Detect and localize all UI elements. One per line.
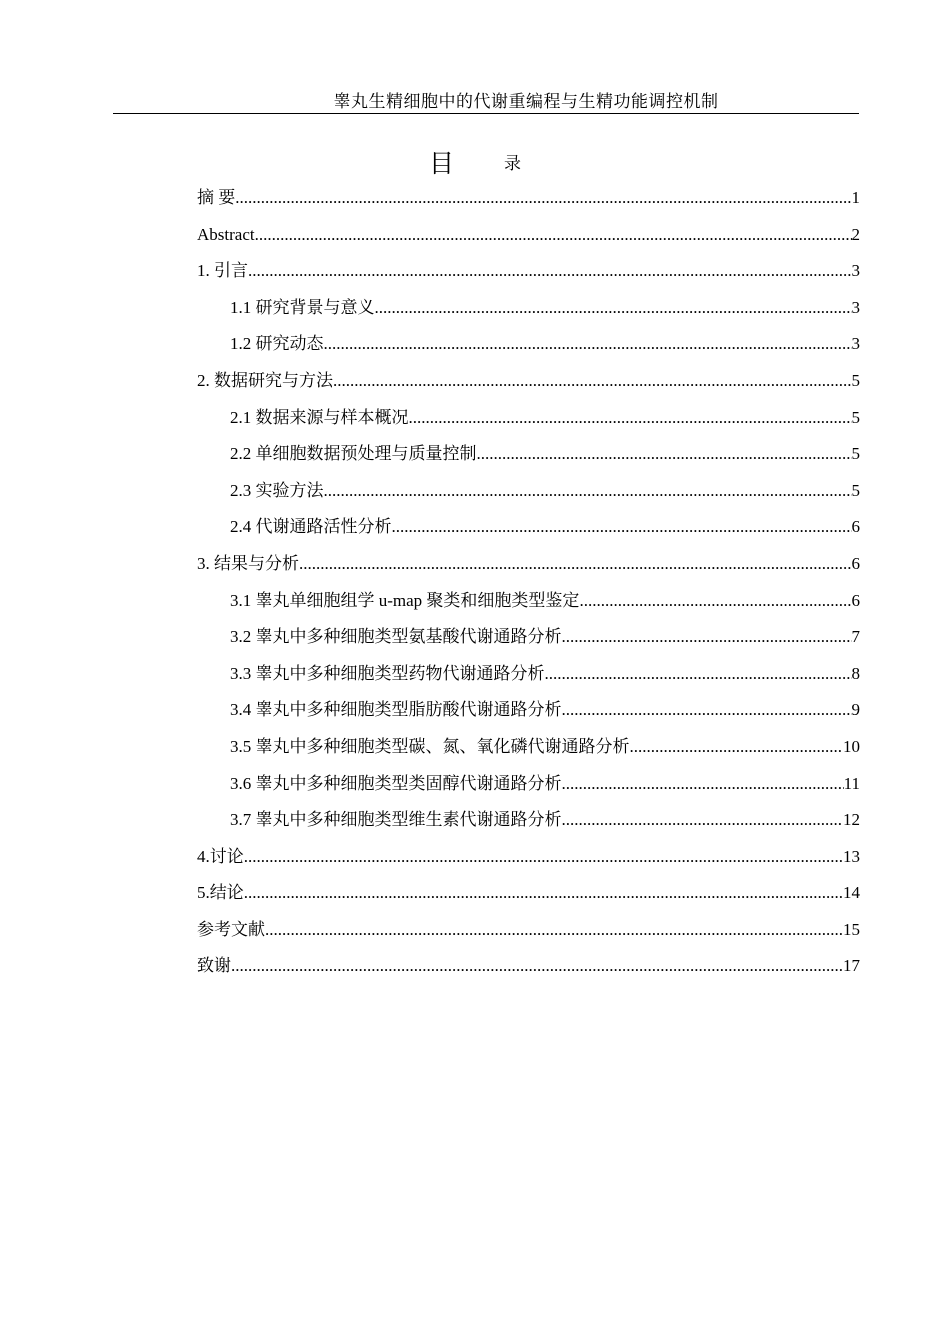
toc-entry-label: 3.7 睾丸中多种细胞类型维生素代谢通路分析 bbox=[230, 810, 562, 830]
toc-entry[interactable] bbox=[197, 588, 860, 625]
toc-dot-leader bbox=[324, 331, 852, 357]
toc-entry[interactable] bbox=[197, 478, 860, 515]
toc-entry-label: 2.2 单细胞数据预处理与质量控制 bbox=[230, 444, 477, 464]
toc-entry-label: 3.3 睾丸中多种细胞类型药物代谢通路分析 bbox=[230, 663, 545, 683]
toc-entry-label: 3.5 睾丸中多种细胞类型碳、氮、氧化磷代谢通路分析 bbox=[230, 736, 630, 756]
toc-title-char-1: 目 bbox=[428, 149, 454, 178]
toc-entry-label: 1. 引言 bbox=[197, 261, 248, 281]
toc-entry-label: 5.结论 bbox=[197, 883, 244, 903]
toc-entry-label: 致谢 bbox=[197, 956, 231, 976]
toc-entry-page-number: 3 bbox=[851, 334, 860, 354]
toc-entry-label: 2.4 代谢通路活性分析 bbox=[230, 517, 392, 537]
toc-entry-label: 3.6 睾丸中多种细胞类型类固醇代谢通路分析 bbox=[230, 773, 562, 793]
toc-entry-page-number: 8 bbox=[851, 663, 860, 683]
toc-entry-label: 3.1 睾丸单细胞组学 u-map 聚类和细胞类型鉴定 bbox=[230, 590, 580, 610]
toc-entry-page-number: 2 bbox=[851, 224, 860, 244]
toc-entry-page-number: 7 bbox=[851, 627, 860, 647]
toc-entry-label: 参考文献 bbox=[197, 919, 265, 939]
toc-entry[interactable] bbox=[197, 807, 860, 844]
toc-entry-label: 3. 结果与分析 bbox=[197, 553, 299, 573]
toc-title-char-2: 录 bbox=[504, 154, 521, 173]
toc-entry-page-number: 6 bbox=[851, 517, 860, 537]
toc-entry-label: 2. 数据研究与方法 bbox=[197, 370, 333, 390]
toc-dot-leader bbox=[265, 917, 843, 943]
toc-entry-label: 摘 要 bbox=[197, 188, 236, 207]
toc-list bbox=[197, 185, 860, 990]
toc-entry-page-number: 15 bbox=[843, 919, 860, 939]
toc-dot-leader bbox=[562, 624, 852, 650]
toc-dot-leader bbox=[562, 697, 852, 723]
toc-dot-leader bbox=[477, 441, 852, 467]
toc-entry[interactable] bbox=[197, 661, 860, 698]
toc-entry-page-number: 5 bbox=[851, 407, 860, 427]
toc-dot-leader bbox=[299, 551, 852, 577]
toc-entry[interactable] bbox=[197, 880, 860, 917]
toc-entry-page-number: 6 bbox=[851, 590, 860, 610]
toc-entry[interactable] bbox=[197, 917, 860, 954]
toc-dot-leader bbox=[392, 514, 852, 540]
toc-entry[interactable] bbox=[197, 624, 860, 661]
toc-entry-label: Abstract bbox=[197, 224, 255, 244]
toc-dot-leader bbox=[579, 588, 851, 614]
toc-entry[interactable] bbox=[197, 551, 860, 588]
toc-entry-page-number: 5 bbox=[851, 370, 860, 390]
toc-entry[interactable] bbox=[197, 222, 860, 259]
running-header bbox=[113, 91, 859, 114]
toc-entry[interactable] bbox=[197, 771, 860, 808]
toc-entry-label: 3.2 睾丸中多种细胞类型氨基酸代谢通路分析 bbox=[230, 627, 562, 647]
toc-entry-page-number: 6 bbox=[851, 553, 860, 573]
toc-entry-page-number: 12 bbox=[843, 810, 860, 830]
toc-entry-label: 2.3 实验方法 bbox=[230, 480, 324, 500]
toc-entry[interactable] bbox=[197, 295, 860, 332]
toc-entry[interactable] bbox=[197, 185, 860, 222]
toc-dot-leader bbox=[562, 807, 844, 833]
toc-entry-label: 2.1 数据来源与样本概况 bbox=[230, 407, 409, 427]
toc-dot-leader bbox=[630, 734, 844, 760]
toc-dot-leader bbox=[409, 405, 852, 431]
toc-entry[interactable] bbox=[197, 258, 860, 295]
toc-entry-page-number: 1 bbox=[851, 188, 860, 207]
toc-entry-page-number: 9 bbox=[851, 700, 860, 720]
toc-entry-page-number: 10 bbox=[843, 736, 860, 756]
toc-dot-leader bbox=[244, 844, 843, 870]
toc-dot-leader bbox=[375, 295, 852, 321]
toc-entry-page-number: 11 bbox=[843, 773, 860, 793]
toc-entry[interactable] bbox=[197, 405, 860, 442]
toc-dot-leader bbox=[231, 953, 843, 979]
toc-entry[interactable] bbox=[197, 734, 860, 771]
toc-dot-leader bbox=[562, 771, 844, 797]
toc-entry-page-number: 14 bbox=[843, 883, 860, 903]
toc-entry[interactable] bbox=[197, 953, 860, 990]
toc-entry[interactable] bbox=[197, 368, 860, 405]
toc-entry-page-number: 13 bbox=[843, 846, 860, 866]
toc-entry[interactable] bbox=[197, 441, 860, 478]
toc-entry-page-number: 3 bbox=[851, 261, 860, 281]
toc-entry-page-number: 3 bbox=[851, 297, 860, 317]
toc-dot-leader bbox=[255, 222, 852, 248]
running-header-title: 睾丸生精细胞中的代谢重编程与生精功能调控机制 bbox=[333, 92, 719, 111]
toc-entry[interactable] bbox=[197, 697, 860, 734]
toc-dot-leader bbox=[248, 258, 852, 284]
toc-entry-label: 1.2 研究动态 bbox=[230, 334, 324, 354]
toc-dot-leader bbox=[333, 368, 852, 394]
toc-entry[interactable] bbox=[197, 514, 860, 551]
toc-entry-label: 1.1 研究背景与意义 bbox=[230, 297, 375, 317]
toc-entry-label: 4.讨论 bbox=[197, 846, 244, 866]
toc-entry[interactable] bbox=[197, 844, 860, 881]
toc-entry[interactable] bbox=[197, 331, 860, 368]
toc-entry-page-number: 5 bbox=[851, 444, 860, 464]
toc-dot-leader bbox=[324, 478, 852, 504]
toc-entry-page-number: 5 bbox=[851, 480, 860, 500]
toc-dot-leader bbox=[545, 661, 852, 687]
toc-entry-page-number: 17 bbox=[843, 956, 860, 976]
toc-dot-leader bbox=[244, 880, 843, 906]
toc-dot-leader bbox=[235, 185, 851, 211]
toc-entry-label: 3.4 睾丸中多种细胞类型脂肪酸代谢通路分析 bbox=[230, 700, 562, 720]
toc-title bbox=[0, 148, 950, 180]
